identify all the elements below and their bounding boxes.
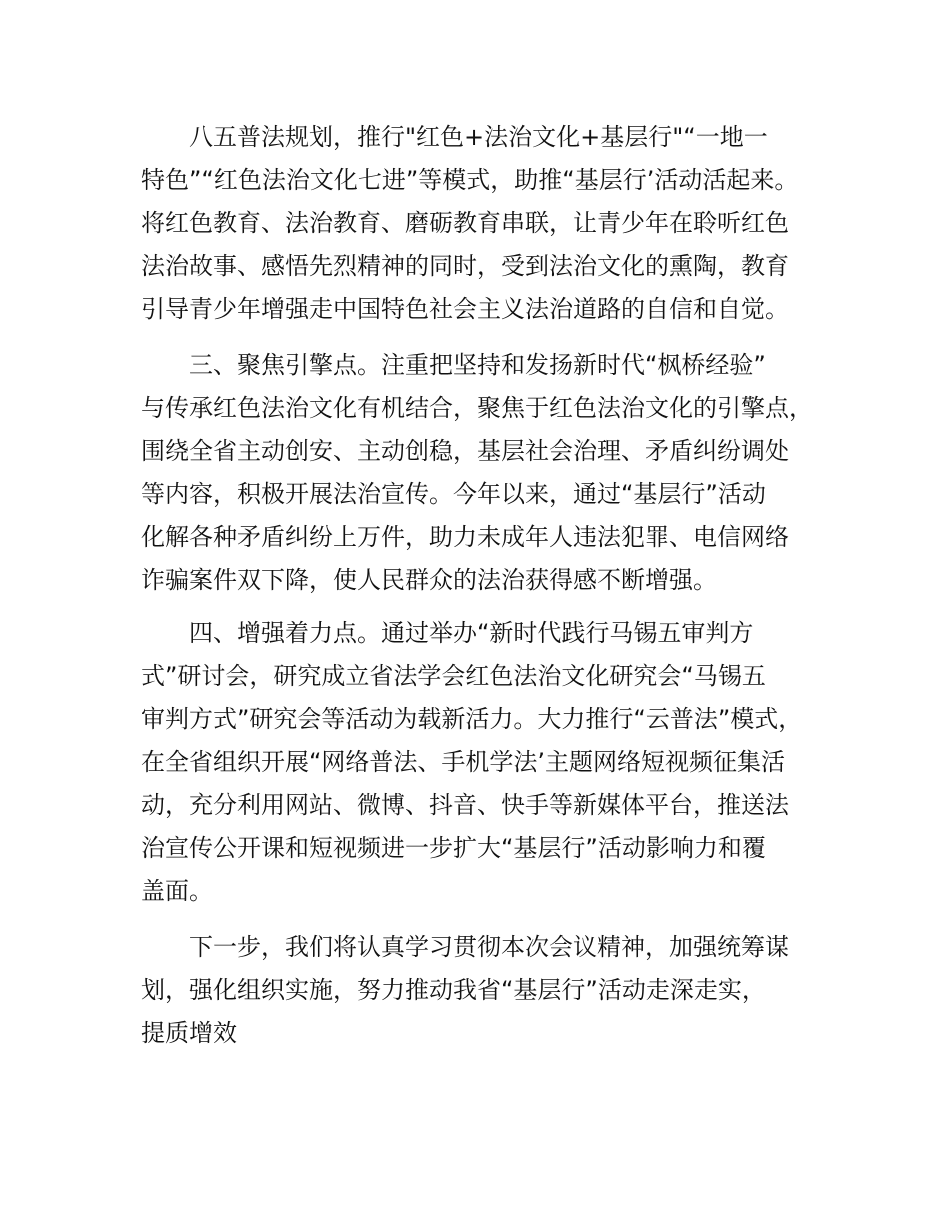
paragraph-line: 在全省组织开展“网络普法、手机学法’主题网络短视频征集活 [141,748,786,776]
paragraph-line: 式”研讨会，研究成立省法学会红色法治文化研究会“马锡五 [141,662,766,690]
paragraph-line: 诈骗案件双下降，使人民群众的法治获得感不断增强。 [141,566,717,594]
paragraph-line: 四、增强着力点。通过举办“新时代践行马锡五审判方 [189,619,754,647]
paragraph-line: 特色”“红色法治文化七进”等模式，助推“基层行’活动活起来。 [141,166,799,194]
paragraph-line: 提质增效 [141,1019,237,1047]
paragraph-line: 将红色教育、法治教育、磨砺教育串联，让青少年在聆听红色 [141,209,789,237]
paragraph-line: 下一步，我们将认真学习贯彻本次会议精神，加强统筹谋 [189,933,789,961]
paragraph-line: 动，充分利用网站、微博、抖音、快手等新媒体平台，推送法 [141,791,789,819]
paragraph-line: 法治故事、感悟先烈精神的同时，受到法治文化的熏陶，教育 [141,252,789,280]
paragraph-1 [141,116,821,331]
paragraph-line: 治宣传公开课和短视频进一步扩大“基层行”活动影响力和覆 [141,834,766,862]
paragraph-line: 化解各种矛盾纠纷上万件，助力未成年人违法犯罪、电信网络 [141,523,789,551]
paragraph-line: 三、聚焦引擎点。注重把坚持和发扬新时代“枫桥经验” [189,351,766,379]
paragraph-line: 审判方式”研究会等活动为载新活力。大力推行“云普法”模式， [141,705,803,733]
paragraph-line: 划，强化组织实施，努力推动我省“基层行”活动走深走实， [141,976,766,1004]
paragraph-2 [141,344,821,602]
paragraph-line: 盖面。 [141,877,213,905]
paragraph-line: 等内容，积极开展法治宣传。今年以来，通过“基层行”活动 [141,480,766,508]
paragraph-line: 引导青少年增强走中国特色社会主义法治道路的自信和自觉。 [141,295,789,323]
paragraph-line: 围绕全省主动创安、主动创稳，基层社会治理、矛盾纠纷调处 [141,437,789,465]
paragraph-line: 与传承红色法治文化有机结合，聚焦于红色法治文化的引擎点， [141,394,813,422]
paragraph-line: 八五普法规划，推行"红色+法治文化+基层行"“一地一 [189,123,768,151]
paragraph-4 [141,926,821,1055]
paragraph-3 [141,612,821,913]
